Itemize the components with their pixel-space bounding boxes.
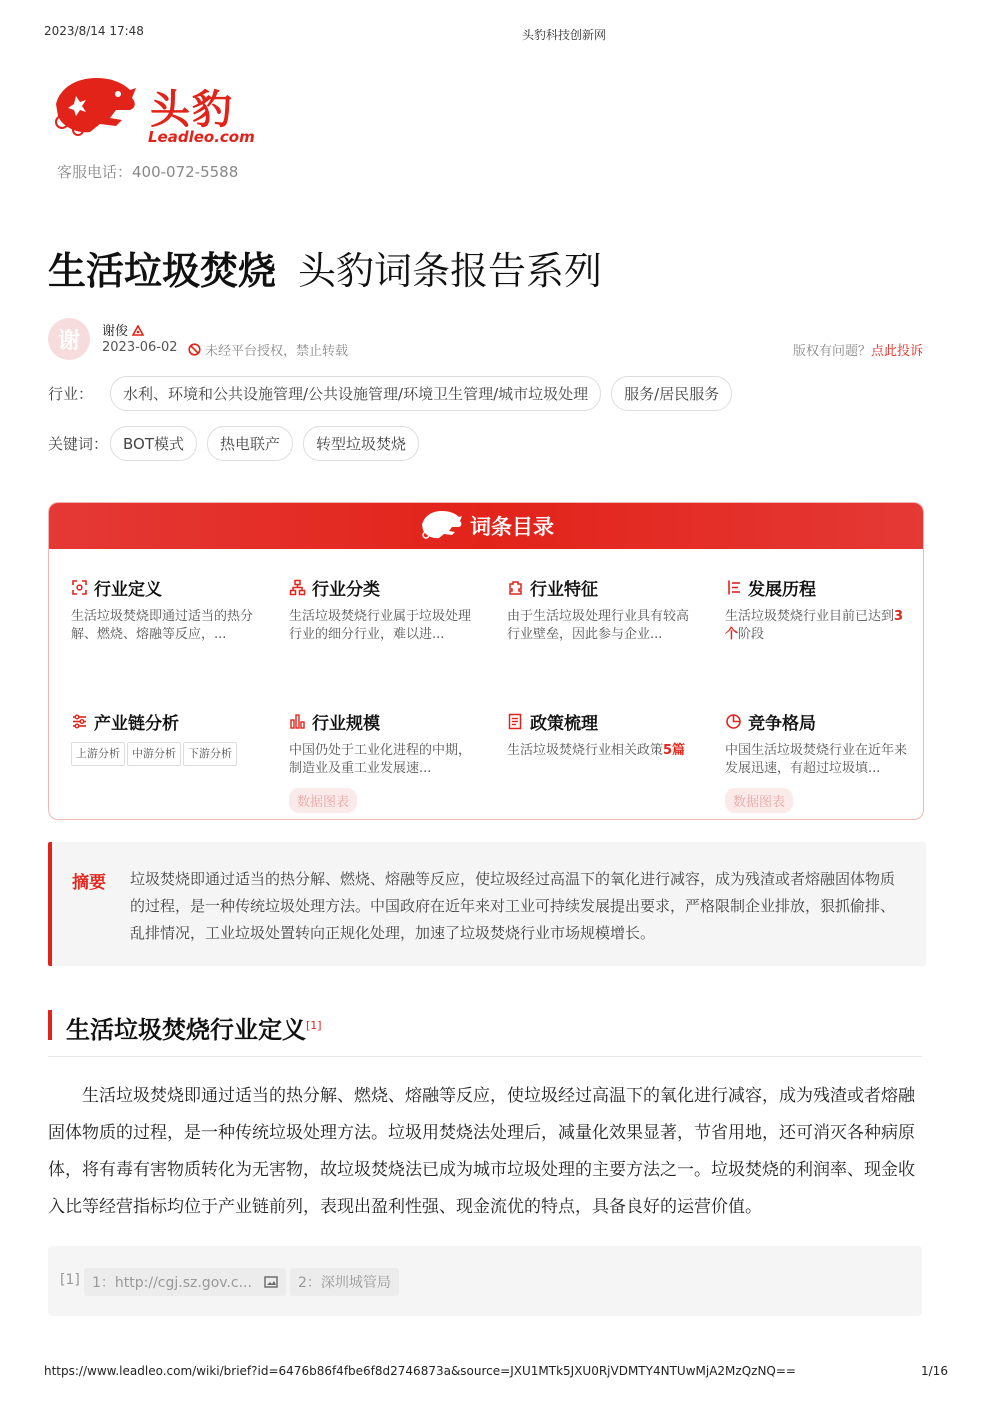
toc-header xyxy=(49,503,923,549)
toc-item-desc: 生活垃圾焚烧即通过适当的热分解、燃烧、熔融等反应，... xyxy=(71,609,254,642)
print-site-title: 头豹科技创新网 xyxy=(522,28,607,42)
toc-item-title: 竞争格局 xyxy=(748,714,816,734)
toc-item-desc xyxy=(507,742,697,760)
references-box xyxy=(48,1246,922,1316)
page-title xyxy=(48,240,602,295)
definition-icon xyxy=(71,579,88,596)
reference-text: 1：http://cgj.sz.gov.c... xyxy=(92,1275,252,1291)
toc-item-tags xyxy=(71,742,261,766)
hierarchy-icon xyxy=(289,579,306,596)
author-badge-icon xyxy=(132,325,144,336)
summary-label: 摘要 xyxy=(72,873,106,893)
data-chart-pill[interactable]: 数据图表 xyxy=(725,788,793,813)
midstream-tag[interactable]: 中游分析 xyxy=(127,742,181,766)
image-icon xyxy=(264,1276,278,1288)
toc-desc-text: 生活垃圾焚烧行业相关政策 xyxy=(507,743,664,758)
avatar[interactable]: 谢 xyxy=(48,318,90,360)
toc-card xyxy=(48,502,924,820)
section-divider xyxy=(48,1056,922,1057)
print-datetime: 2023/8/14 17:48 xyxy=(44,24,144,38)
publish-date: 2023-06-02 xyxy=(102,340,178,355)
footer-url: https://www.leadleo.com/wiki/brief?id=6476b86f4fbe6f8d2746873a&source=JXU1MTk5JXU0RjVDMTY4NTUwMjA2MzQzNQ== xyxy=(44,1364,796,1378)
author-name[interactable] xyxy=(102,320,144,339)
toc-item-definition[interactable] xyxy=(71,575,261,644)
keyword-label: 关键词： xyxy=(48,435,109,453)
notice-text: 未经平台授权，禁止转载 xyxy=(205,344,349,359)
toc-item-title: 发展历程 xyxy=(748,580,816,600)
reference-link[interactable] xyxy=(290,1268,399,1296)
bar-chart-icon xyxy=(289,713,306,730)
section-heading xyxy=(48,1010,322,1044)
brand-domain: Leadleo.com xyxy=(148,128,255,146)
industry-tag[interactable]: 水利、环境和公共设施管理/公共设施管理/环境卫生管理/城市垃圾处理 xyxy=(110,376,601,411)
definition-paragraph: 生活垃圾焚烧即通过适当的热分解、燃烧、熔融等反应，使垃圾经过高温下的氧化进行减容，成为残渣或者熔融固体物质的过程，是一种传统垃圾处理方法。垃圾用焚烧法处理后，减量化效果显著，节省用地，还可消灭各种病原体，将有毒有害物质转化为无害物，故垃圾焚烧法已成为城市垃圾处理的主要方法之一。垃圾焚烧的利润率、现金收入比等经营指标均位于产业链前列，表现出盈利性强、现金流优的特点，具备良好的运营价值。 xyxy=(48,1086,915,1217)
reference-link[interactable] xyxy=(84,1268,286,1296)
prohibited-icon xyxy=(188,343,201,356)
toc-item-title: 行业分类 xyxy=(312,580,380,600)
summary-box xyxy=(48,842,926,966)
industry-tag[interactable]: 服务/居民服务 xyxy=(611,376,732,411)
toc-title: 词条目录 xyxy=(470,515,554,539)
title-main: 生活垃圾焚烧 xyxy=(48,249,277,293)
toc-item-desc xyxy=(725,608,915,644)
toc-item-desc: 生活垃圾焚烧行业属于垃圾处理行业的细分行业，难以进... xyxy=(289,609,472,642)
industry-label: 行业： xyxy=(48,385,94,403)
keyword-tag[interactable]: 转型垃圾焚烧 xyxy=(303,426,419,461)
toc-desc-count: 5篇 xyxy=(663,743,686,758)
toc-item-title: 行业特征 xyxy=(530,580,598,600)
timeline-icon xyxy=(725,579,742,596)
toc-item-classification[interactable] xyxy=(289,575,479,644)
toc-item-features[interactable] xyxy=(507,575,697,644)
title-series: 头豹词条报告系列 xyxy=(298,249,603,293)
brand-logo-text: 头豹 xyxy=(150,87,234,133)
data-chart-pill[interactable]: 数据图表 xyxy=(289,788,357,813)
keyword-tag[interactable]: BOT模式 xyxy=(110,426,197,461)
toc-item-competition[interactable] xyxy=(725,709,915,813)
leopard-logo-icon xyxy=(418,509,462,543)
copyright-question-text: 版权有问题？ xyxy=(792,344,871,359)
copyright-notice xyxy=(188,340,348,359)
customer-service-phone: 客服电话：400-072-5588 xyxy=(57,163,239,181)
toc-item-history[interactable] xyxy=(725,575,915,644)
industry-row xyxy=(48,376,742,411)
toc-item-desc: 中国生活垃圾焚烧行业在近年来发展迅速，有超过垃圾填... xyxy=(725,743,908,776)
toc-desc-text: 阶段 xyxy=(738,627,765,642)
toc-desc-count: 3个 xyxy=(725,609,904,642)
toc-item-value-chain[interactable] xyxy=(71,709,261,766)
toc-item-title: 行业定义 xyxy=(94,580,162,600)
leopard-logo-icon xyxy=(46,74,138,138)
author-name-text: 谢俊 xyxy=(102,324,129,339)
section-title: 生活垃圾焚烧行业定义 xyxy=(66,1016,306,1044)
flow-icon xyxy=(71,713,88,730)
pie-chart-icon xyxy=(725,713,742,730)
page-number: 1/16 xyxy=(921,1364,948,1378)
complaint-link[interactable]: 点此投诉 xyxy=(870,344,923,359)
toc-item-policy[interactable] xyxy=(507,709,697,760)
document-icon xyxy=(507,713,524,730)
keyword-row xyxy=(48,426,429,461)
toc-item-title: 政策梳理 xyxy=(530,714,598,734)
toc-item-desc: 由于生活垃圾处理行业具有较高行业壁垒，因此参与企业... xyxy=(507,609,690,642)
toc-item-title: 行业规模 xyxy=(312,714,380,734)
reference-text: 2：深圳城管局 xyxy=(298,1275,391,1291)
copyright-question xyxy=(793,340,923,359)
downstream-tag[interactable]: 下游分析 xyxy=(183,742,237,766)
section-ref-marker[interactable]: [1] xyxy=(306,1019,322,1032)
reference-number: [1] xyxy=(60,1272,80,1288)
toc-desc-text: 生活垃圾焚烧行业目前已达到 xyxy=(725,609,895,624)
keyword-tag[interactable]: 热电联产 xyxy=(207,426,293,461)
toc-item-market-size[interactable] xyxy=(289,709,479,813)
toc-item-desc: 中国仍处于工业化进程的中期，制造业及重工业发展速... xyxy=(289,743,472,776)
toc-item-title: 产业链分析 xyxy=(94,714,179,734)
summary-text: 垃圾焚烧即通过适当的热分解、燃烧、熔融等反应，使垃圾经过高温下的氧化进行减容，成为残渣或者熔融固体物质的过程，是一种传统垃圾处理方法。中国政府在近年来对工业可持续发展提出要求，严格限制企业排放，狠抓偷排、乱排情况，工业垃圾处置转向正规化处理，加速了垃圾焚烧行业市场规模增长。 xyxy=(130,870,896,942)
upstream-tag[interactable]: 上游分析 xyxy=(71,742,125,766)
puzzle-icon xyxy=(507,579,524,596)
